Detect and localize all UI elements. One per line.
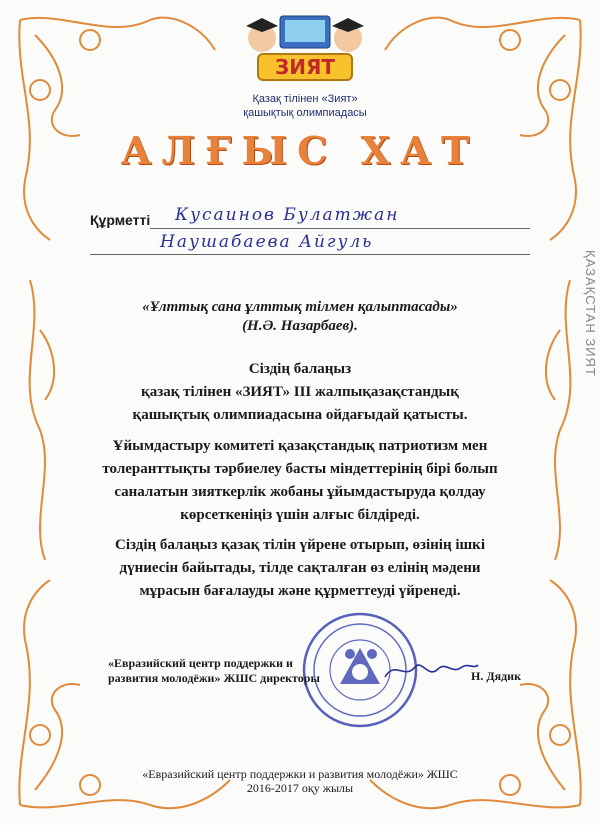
quote-author: (Н.Ә. Назарбаев). [242, 318, 358, 334]
recipient-label: Құрметті [90, 212, 151, 228]
logo-emblem-icon [240, 8, 370, 86]
paragraph-thanks [70, 435, 530, 527]
recipient-name-1: Кусаинов Булатжан [175, 205, 400, 225]
paragraph-line: мұрасын бағалауды және құрметтеуді үйренеді. [139, 583, 461, 599]
paragraph-line: қазақ тілінен «ЗИЯТ» ІІІ жалпықазақстандық [141, 384, 459, 400]
paragraph-line: Сіздің балаңыз [248, 361, 352, 377]
signatory-name: Н. Дядик [471, 669, 521, 683]
page-title: АЛҒЫС ХАТ [120, 128, 480, 173]
paragraph-line: саналатын зияткерлік жобаны ұйымдастыруда қолдау [114, 484, 486, 500]
signatory-organization [108, 656, 320, 686]
paragraph-participation [70, 358, 530, 427]
quote-text: «Ұлттық сана ұлттық тілмен қалыптасады» [142, 299, 458, 315]
paragraph-line: қашықтық олимпиадасына ойдағыдай қатысты. [132, 407, 468, 423]
recipient-line-1 [150, 228, 530, 229]
side-watermark-text: ҚАЗАҚСТАН ЗИЯТ [583, 250, 598, 377]
logo-brand-text: ЗИЯТ [275, 55, 335, 79]
paragraph-line: көрсеткеніңіз үшін алғыс білдіреді. [180, 507, 420, 523]
quote-block [0, 298, 600, 336]
paragraph-line: Сіздің балаңыз қазақ тілін үйрене отырып, өзінің ішкі [115, 537, 485, 553]
recipient-line-2 [90, 254, 530, 255]
signatory-line: «Евразийский центр поддержки и [108, 656, 293, 670]
footer-organization: «Евразийский центр поддержки и развития молодёжи» ЖШС [142, 767, 458, 781]
logo-subtitle-2: қашықтық олимпиадасы [243, 107, 367, 119]
footer [0, 767, 600, 795]
olympiad-logo [240, 8, 370, 119]
paragraph-learning [70, 534, 530, 603]
footer-year: 2016-2017 оқу жылы [246, 781, 354, 795]
logo-subtitle-1: Қазақ тілінен «Зият» [252, 93, 358, 105]
paragraph-line: Ұйымдастыру комитеті қазақстандық патриотизм мен [112, 438, 488, 454]
signatory-line: развития молодёжи» ЖШС директоры [108, 671, 320, 685]
recipient-name-2: Наушабаева Айгуль [160, 232, 374, 252]
paragraph-line: толеранттықты тәрбиелеу басты міндеттерінің бірі болып [102, 461, 498, 477]
signature-icon [380, 655, 480, 685]
paragraph-line: дүниесін байытады, тілде сақталған өз елінің мәдени [119, 560, 481, 576]
